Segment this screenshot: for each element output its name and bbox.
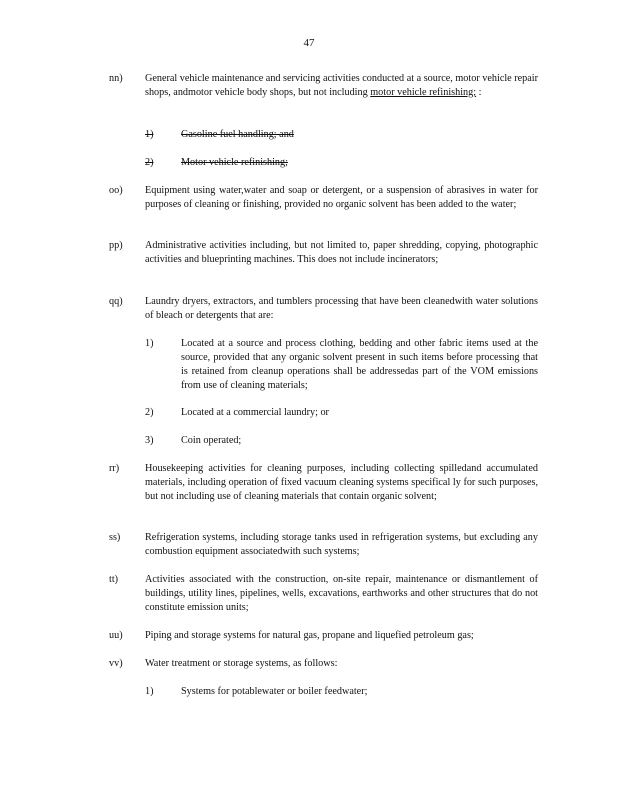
item-text: Piping and storage systems for natural gas, propane and liquefied petroleum gas; [145, 630, 474, 641]
item-label: tt) [109, 574, 119, 585]
item-text: Housekeeping activities for cleaning purposes, including collecting spilledand accumulated materials, including operation of fixed vacuum cleaning systems specifical ly for such purposes, but not including use of cleaning materials that contain organic solvent; [145, 463, 538, 502]
item-label: pp) [109, 240, 123, 251]
item-label: ss) [109, 532, 121, 543]
item-text: Equipment using water,water and soap or detergent, or a suspension of abrasives in water for purposes of cleaning or finishing, provided no organic solvent has been added to the water; [145, 185, 538, 210]
item-text: Water treatment or storage systems, as follows: [145, 658, 338, 669]
subitem-label: 2) [145, 407, 154, 418]
subitem-label: 1) [145, 129, 154, 140]
item-label: qq) [109, 296, 123, 307]
item-text-tail: : [476, 87, 482, 98]
item-text: Administrative activities including, but not limited to, paper shredding, copying, photographic activities and blueprinting machines. This does not include incinerators; [145, 240, 538, 265]
subitem-text: Coin operated; [181, 435, 242, 446]
item-text: Activities associated with the construction, on-site repair, maintenance or dismantlement of buildings, utility lines, pipelines, wells, excavations, earthworks and other structures that do not constitute emission units; [145, 574, 538, 613]
deleted-text: Motor vehicle refinishing; [181, 157, 288, 168]
subitem-text: Located at a source and process clothing, bedding and other fabric items used at the source, provided that any organic solvent present in such items before processing that is retained from cleanup operations shall be addressedas part of the VOM emissions from use of cleaning materials; [181, 338, 538, 391]
inserted-text: motor vehicle refinishing; [370, 87, 477, 98]
item-text [145, 72, 538, 100]
page-number: 47 [303, 37, 315, 49]
item-text-body: General vehicle maintenance and servicing activities conducted at a source, motor vehicle repair shops, andmotor vehicle body shops, but not including [145, 73, 538, 98]
item-label: uu) [109, 630, 123, 641]
deleted-text: Gasoline fuel handling; and [181, 129, 294, 140]
subitem-label: 3) [145, 435, 154, 446]
item-label: rr) [109, 463, 120, 474]
item-label: vv) [109, 658, 123, 669]
item-text: Refrigeration systems, including storage tanks used in refrigeration systems, but excluding any combustion equipment associatedwith such systems; [145, 532, 538, 557]
item-label: oo) [109, 185, 123, 196]
item-text: Laundry dryers, extractors, and tumblers processing that have been cleanedwith water solutions of bleach or detergents that are: [145, 296, 538, 321]
subitem-text: Systems for potablewater or boiler feedwater; [181, 686, 368, 697]
subitem-label: 1) [145, 686, 154, 697]
subitem-label: 2) [145, 157, 154, 168]
item-label: nn) [109, 73, 123, 84]
subitem-text: Located at a commercial laundry; or [181, 407, 329, 418]
subitem-label: 1) [145, 338, 154, 349]
